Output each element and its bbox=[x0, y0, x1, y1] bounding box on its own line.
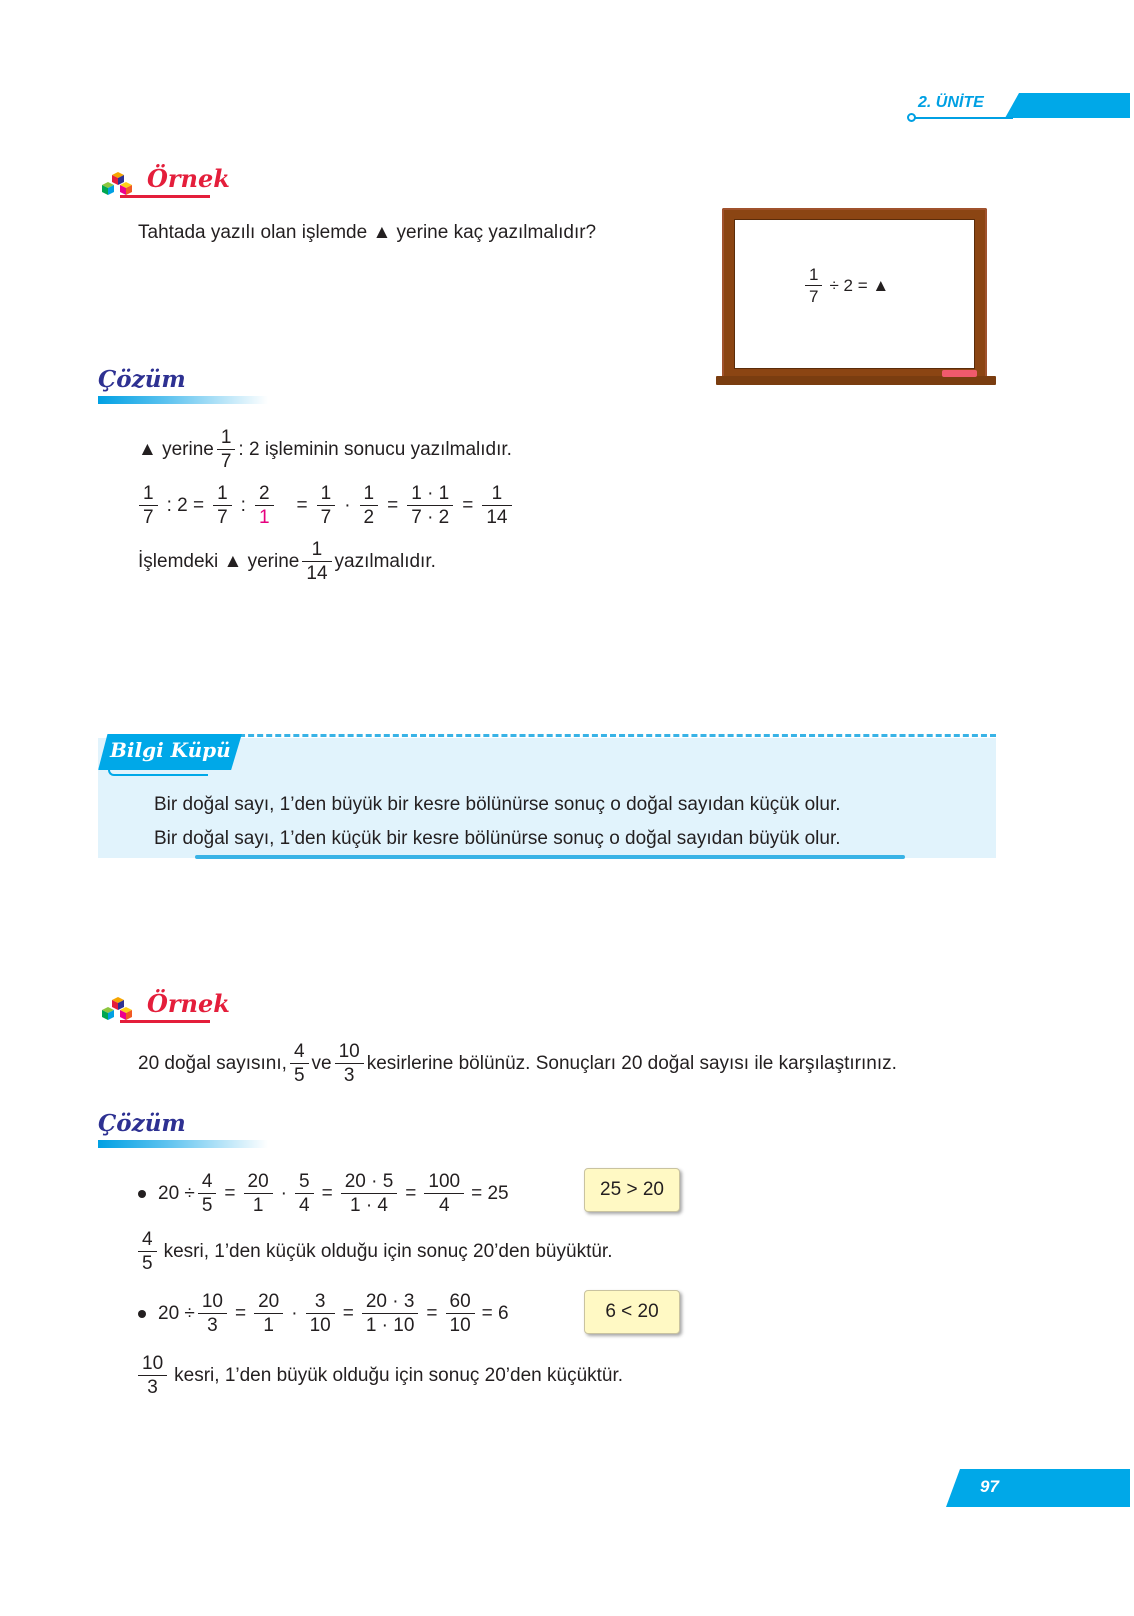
example-title-underline bbox=[120, 1020, 210, 1023]
board-rest: ÷ 2 = ▲ bbox=[829, 275, 890, 295]
operator: = bbox=[234, 1302, 247, 1324]
unit-label: 2. ÜNİTE bbox=[918, 94, 984, 111]
solution-step-3 bbox=[138, 540, 436, 583]
fraction-den: 4 bbox=[438, 1195, 450, 1216]
operator: = bbox=[321, 1182, 333, 1204]
fraction bbox=[254, 1292, 283, 1335]
board-fraction-num: 1 bbox=[805, 266, 822, 286]
step3-fraction bbox=[302, 540, 331, 583]
step3-post: yazılmalıdır. bbox=[334, 550, 436, 572]
fraction-num: 20 bbox=[244, 1172, 273, 1194]
operator: = bbox=[342, 1302, 354, 1324]
bullet bbox=[138, 1190, 146, 1198]
solution-equation-2 bbox=[138, 1292, 509, 1335]
fraction-den: 14 bbox=[486, 507, 508, 528]
example-title-underline bbox=[120, 195, 210, 198]
operator: = bbox=[296, 494, 308, 516]
fraction-num: 4 bbox=[198, 1172, 217, 1194]
fraction-den: 3 bbox=[207, 1315, 218, 1336]
fraction bbox=[295, 1172, 314, 1215]
fraction-num: 60 bbox=[446, 1292, 475, 1314]
fraction bbox=[198, 1292, 227, 1335]
fraction bbox=[482, 484, 511, 527]
fraction bbox=[198, 1172, 217, 1215]
board-fraction bbox=[805, 266, 822, 305]
fraction-den: 1 · 4 bbox=[349, 1195, 388, 1216]
page-number-tab bbox=[946, 1469, 1130, 1507]
unit-tab bbox=[1005, 93, 1130, 118]
chalk-eraser bbox=[942, 370, 977, 377]
solution-title-bar bbox=[98, 1140, 268, 1148]
fraction bbox=[341, 1172, 398, 1215]
fraction-den: 1 bbox=[263, 1315, 274, 1336]
fraction-den: 7 bbox=[220, 451, 232, 472]
fraction bbox=[317, 484, 336, 527]
fraction bbox=[139, 484, 158, 527]
operator: = bbox=[387, 494, 399, 516]
fraction bbox=[362, 1292, 419, 1335]
fraction-num: 4 bbox=[290, 1042, 309, 1064]
solution-title: Çözüm bbox=[98, 1110, 186, 1137]
fraction bbox=[138, 1230, 157, 1273]
fraction bbox=[424, 1172, 464, 1215]
solution-title-bar bbox=[98, 396, 268, 404]
fraction bbox=[255, 484, 274, 527]
fraction bbox=[407, 484, 453, 527]
conclusion-text: kesri, 1’den büyük olduğu için sonuç 20’den küçüktür. bbox=[174, 1364, 624, 1386]
info-line-2: Bir doğal sayı, 1’den küçük bir kesre bölünürse sonuç o doğal sayıdan büyük olur. bbox=[154, 828, 841, 849]
fraction-num: 100 bbox=[424, 1172, 464, 1194]
example2-question bbox=[138, 1042, 897, 1085]
fraction-den: 5 bbox=[293, 1065, 305, 1086]
question-post: kesirlerine bölünüz. Sonuçları 20 doğal sayısı ile karşılaştırınız. bbox=[366, 1052, 897, 1074]
comparison-note: 25 > 20 bbox=[584, 1168, 680, 1212]
fraction-num: 4 bbox=[138, 1230, 157, 1252]
operator: · bbox=[291, 1302, 298, 1324]
info-bottom-line bbox=[195, 855, 905, 859]
fraction-num: 5 bbox=[295, 1172, 314, 1194]
example-title: Örnek bbox=[147, 164, 230, 193]
fraction-num: 1 bbox=[302, 540, 331, 562]
fraction-den: 7 bbox=[143, 507, 154, 528]
operator: : bbox=[240, 494, 246, 516]
example-title: Örnek bbox=[147, 989, 230, 1018]
step1-fraction bbox=[217, 428, 236, 471]
fraction-den: 2 bbox=[363, 507, 375, 528]
info-line-1: Bir doğal sayı, 1’den büyük bir kesre bölünürse sonuç o doğal sayıdan küçük olur. bbox=[154, 794, 841, 815]
fraction-num: 1 bbox=[139, 484, 158, 506]
operator: = bbox=[224, 1182, 236, 1204]
page-number: 97 bbox=[980, 1477, 999, 1496]
step3-pre: İşlemdeki ▲ yerine bbox=[138, 550, 300, 572]
fraction-den: 10 bbox=[449, 1315, 471, 1336]
equation-pre: 20 ÷ bbox=[158, 1302, 195, 1324]
fraction-den: 7 bbox=[217, 507, 228, 528]
fraction bbox=[244, 1172, 273, 1215]
conclusion-1 bbox=[138, 1230, 612, 1273]
equation-pre: 20 ÷ bbox=[158, 1182, 195, 1204]
fraction-den: 3 bbox=[147, 1377, 158, 1398]
fraction bbox=[213, 484, 232, 527]
solution-title: Çözüm bbox=[98, 366, 186, 393]
info-title: Bilgi Küpü bbox=[110, 738, 231, 762]
operator: = bbox=[426, 1302, 438, 1324]
board-fraction-den: 7 bbox=[809, 287, 819, 306]
fraction-den: 7 · 2 bbox=[411, 507, 450, 528]
fraction-num: 1 bbox=[217, 428, 236, 450]
fraction-den: 7 bbox=[320, 507, 332, 528]
conclusion-text: kesri, 1’den küçük olduğu için sonuç 20’den büyüktür. bbox=[163, 1240, 613, 1262]
fraction-den: 3 bbox=[343, 1065, 355, 1086]
fraction-den: 1 bbox=[252, 1195, 264, 1216]
fraction-num: 20 · 5 bbox=[341, 1172, 398, 1194]
chalkboard-ledge bbox=[716, 376, 996, 385]
fraction-num: 10 bbox=[198, 1292, 227, 1314]
operator: : 2 = bbox=[166, 494, 205, 516]
fraction-den: 5 bbox=[201, 1195, 213, 1216]
fraction bbox=[446, 1292, 475, 1335]
fraction-den: 5 bbox=[142, 1253, 153, 1274]
fraction-num: 20 bbox=[254, 1292, 283, 1314]
unit-dot bbox=[907, 113, 916, 122]
step1-post: : 2 işleminin sonucu yazılmalıdır. bbox=[238, 438, 512, 460]
fraction-num: 1 bbox=[482, 484, 511, 506]
bullet bbox=[138, 1310, 146, 1318]
solution-step-1 bbox=[138, 428, 512, 471]
fraction-num: 10 bbox=[138, 1354, 167, 1376]
fraction bbox=[138, 1354, 167, 1397]
unit-underline bbox=[913, 117, 1013, 119]
fraction-den: 10 bbox=[309, 1315, 331, 1336]
fraction-num: 2 bbox=[255, 484, 274, 506]
fraction bbox=[360, 484, 379, 527]
fraction-num: 1 bbox=[213, 484, 232, 506]
question-mid: ve bbox=[311, 1052, 332, 1074]
solution-equation-1 bbox=[138, 1172, 509, 1215]
operator: = bbox=[405, 1182, 417, 1204]
solution-step-2 bbox=[136, 484, 515, 527]
board-expression bbox=[802, 266, 889, 305]
equation-result: = 6 bbox=[481, 1302, 509, 1324]
fraction-den-highlight: 1 bbox=[258, 507, 270, 528]
fraction-num: 1 bbox=[317, 484, 336, 506]
operator: · bbox=[280, 1182, 287, 1204]
fraction-den: 14 bbox=[306, 563, 328, 584]
conclusion-2 bbox=[138, 1354, 623, 1397]
info-box-dashed-line bbox=[230, 734, 996, 737]
fraction bbox=[306, 1292, 335, 1335]
comparison-note: 6 < 20 bbox=[584, 1290, 680, 1334]
fraction-num: 20 · 3 bbox=[362, 1292, 419, 1314]
fraction-den: 1 · 10 bbox=[365, 1315, 415, 1336]
fraction bbox=[335, 1042, 364, 1085]
question-pre: 20 doğal sayısını, bbox=[138, 1052, 287, 1074]
step1-pre: ▲ yerine bbox=[138, 438, 214, 460]
example-question: Tahtada yazılı olan işlemde ▲ yerine kaç yazılmalıdır? bbox=[138, 222, 597, 243]
fraction-num: 3 bbox=[306, 1292, 335, 1314]
fraction-num: 1 bbox=[360, 484, 379, 506]
fraction-num: 1 · 1 bbox=[407, 484, 453, 506]
info-tag-tail bbox=[108, 770, 208, 776]
fraction-den: 4 bbox=[299, 1195, 310, 1216]
fraction-num: 10 bbox=[335, 1042, 364, 1064]
operator: · bbox=[344, 494, 351, 516]
fraction bbox=[290, 1042, 309, 1085]
equation-result: = 25 bbox=[471, 1182, 509, 1204]
operator: = bbox=[462, 494, 474, 516]
